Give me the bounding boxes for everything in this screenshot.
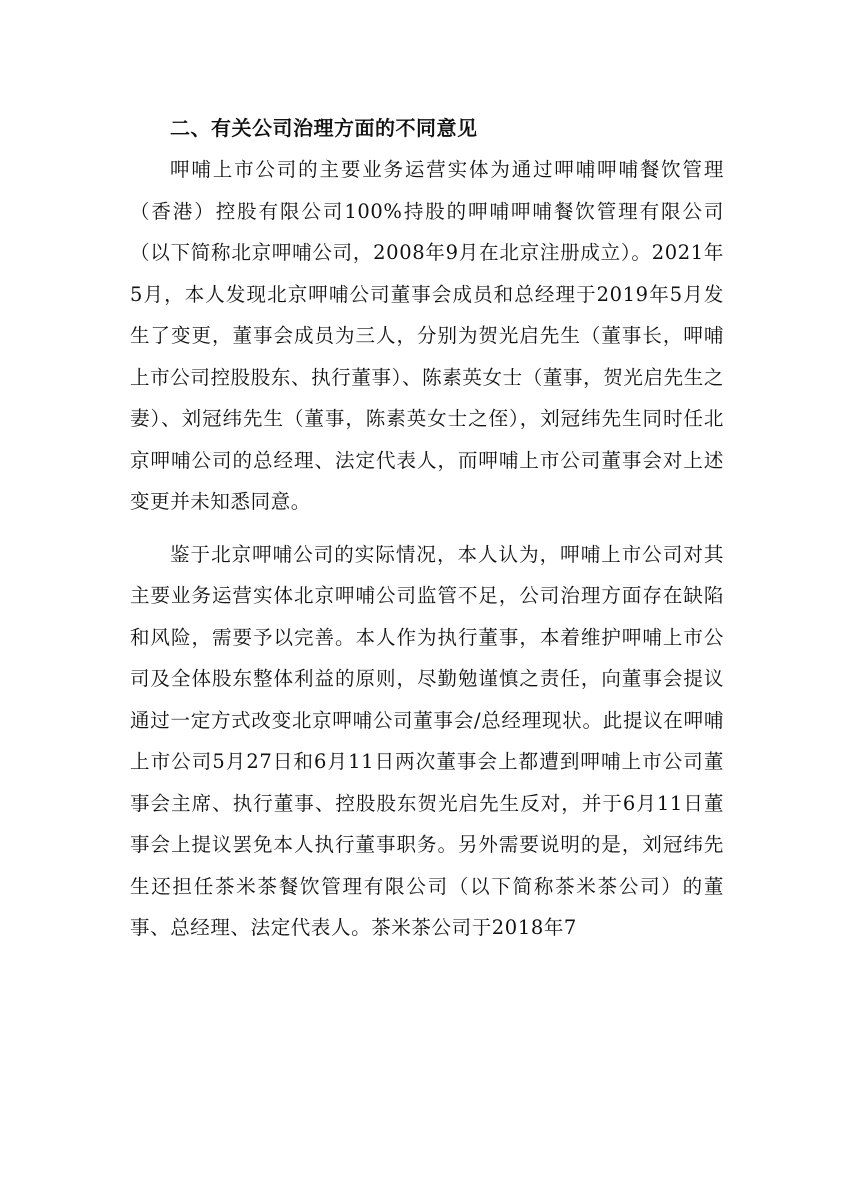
section-heading: 二、有关公司治理方面的不同意见 — [170, 116, 478, 140]
paragraph-2: 鉴于北京呷哺公司的实际情况，本人认为，呷哺上市公司对其主要业务运营实体北京呷哺公司监管不足，公司治理方面存在缺陷和风险，需要予以完善。本人作为执行董事，本着维护呷哺上市公司及全体股东整体利益的原则，尽勤勉谨慎之责任，向董事会提议通过一定方式改变北京呷哺公司董事会/总经理现状。此提议在呷哺上市公司5月27日和6月11日两次董事会上都遭到呷哺上市公司董事会主席、执行董事、控股股东贺光启先生反对，并于6月11日董事会上提议罢免本人执行董事职务。另外需要说明的是，刘冠纬先生还担任茶米茶餐饮管理有限公司（以下简称茶米茶公司）的董事、总经理、法定代表人。茶米茶公司于2018年7 — [130, 542, 724, 939]
document-body — [130, 108, 724, 949]
paragraph-1: 呷哺上市公司的主要业务运营实体为通过呷哺呷哺餐饮管理（香港）控股有限公司100%持股的呷哺呷哺餐饮管理有限公司（以下简称北京呷哺公司，2008年9月在北京注册成立）。2021年5月，本人发现北京呷哺公司董事会成员和总经理于2019年5月发生了变更，董事会成员为三人，分别为贺光启先生（董事长，呷哺上市公司控股股东、执行董事）、陈素英女士（董事，贺光启先生之妻）、刘冠纬先生（董事，陈素英女士之侄），刘冠纬先生同时任北京呷哺公司的总经理、法定代表人，而呷哺上市公司董事会对上述变更并未知悉同意。 — [130, 158, 724, 513]
